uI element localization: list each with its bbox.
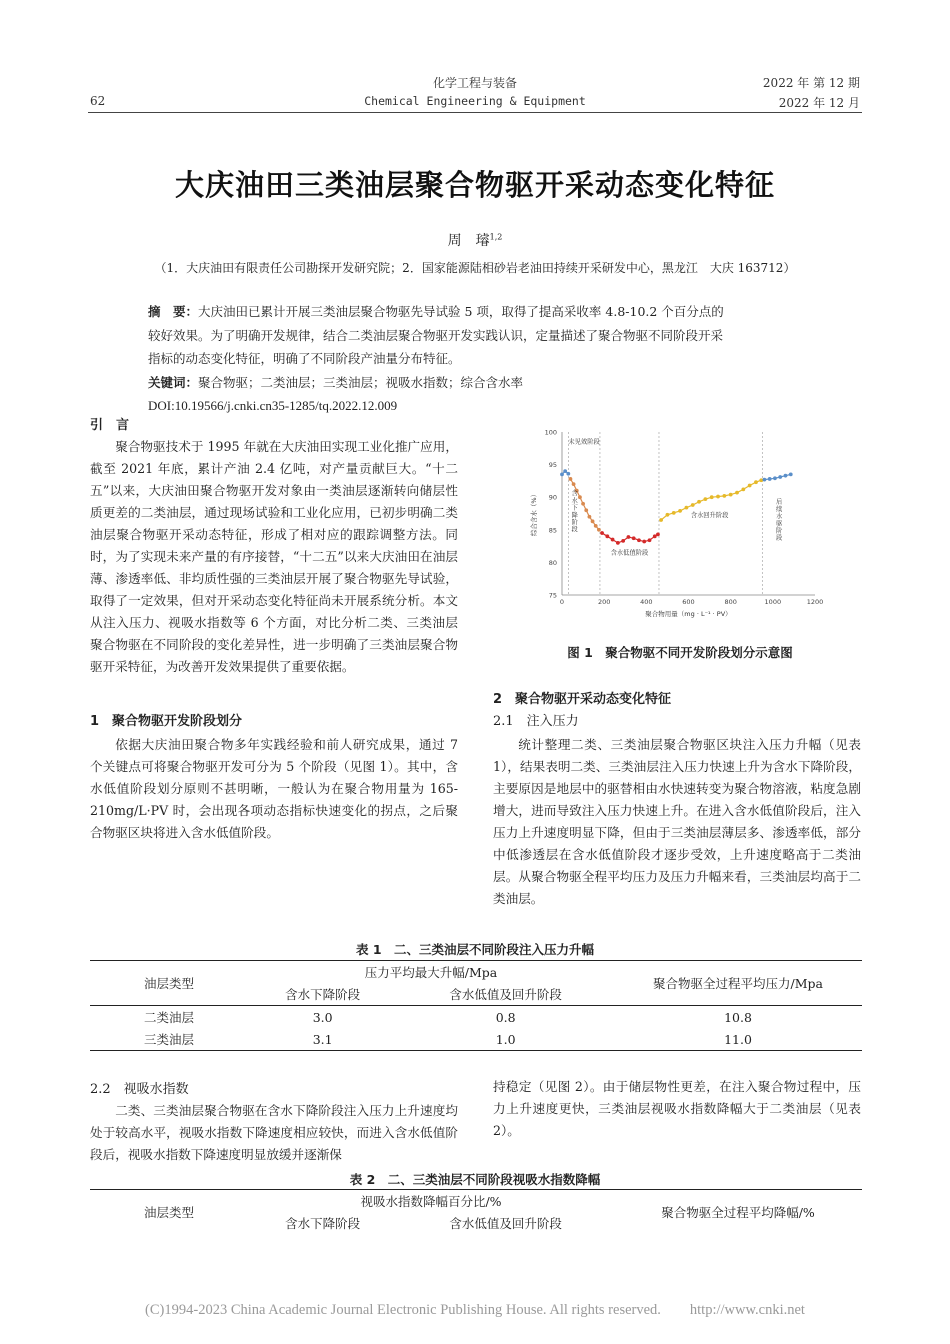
- data-point: [566, 472, 570, 476]
- data-point: [569, 477, 573, 481]
- table-row: [90, 1006, 862, 1029]
- data-point: [741, 487, 745, 491]
- data-point: [600, 531, 604, 535]
- x-tick-label: 0: [559, 598, 565, 606]
- data-point: [729, 493, 733, 497]
- abstract-block: [148, 300, 808, 418]
- intro-heading: 引 言: [90, 418, 130, 433]
- data-point: [748, 484, 752, 488]
- table-1-cell: 0.8: [495, 1009, 516, 1025]
- data-point: [597, 528, 601, 532]
- keywords: 聚合物驱；二类油层；三类油层；视吸水指数；综合含水率: [198, 374, 524, 390]
- table-1-cell: 11.0: [724, 1031, 752, 1047]
- stage-label-decline: 阶: [571, 519, 578, 527]
- data-point: [584, 508, 588, 512]
- author-name: 周 璿: [447, 233, 490, 249]
- data-point: [653, 534, 657, 538]
- abstract-line-3: 指标的动态变化特征，明确了不同阶段产油量分布特征。: [148, 351, 461, 366]
- header-rule: [88, 112, 862, 113]
- table-1-cell: 二类油层: [143, 1010, 194, 1025]
- issue-label: 2022 年 第 12 期: [762, 76, 860, 90]
- data-point: [572, 482, 576, 486]
- data-point: [588, 515, 592, 519]
- data-point: [648, 538, 652, 542]
- data-point: [616, 541, 620, 545]
- x-tick-label: 200: [597, 598, 611, 606]
- data-point: [710, 495, 714, 499]
- issue-date: 2022 年 12 月: [778, 96, 860, 110]
- data-point: [759, 478, 763, 482]
- x-tick-label: 1000: [764, 598, 782, 606]
- y-tick-label: 90: [548, 493, 557, 502]
- section-2-2-paragraph-left: 二类、三类油层聚合物驱在含水下降阶段注入压力上升速度均处于较高水平，视吸水指数下降速度相应较快，而进入含水低值阶段后，视吸水指数下降速度明显放缓并逐渐保: [90, 1103, 458, 1162]
- table-2-header-group: 视吸水指数降幅百分比/%: [360, 1194, 502, 1209]
- stage-label-low: 含水低值阶段: [610, 549, 649, 557]
- table-1-header-c1: 含水下降阶段: [248, 983, 397, 1006]
- x-tick-label: 600: [682, 598, 695, 606]
- data-point: [621, 539, 625, 543]
- table-2-header-type: 油层类型: [143, 1205, 194, 1220]
- stage-label-decline: 降: [571, 511, 578, 519]
- section-2-2-heading: 2.2 视吸水指数: [90, 1082, 189, 1097]
- stage-label-followup: 后: [776, 498, 783, 506]
- table-1-cell: 3.0: [312, 1009, 333, 1025]
- stage-label-followup: 续: [776, 505, 783, 513]
- data-point: [642, 540, 646, 544]
- data-point: [605, 534, 609, 538]
- stage-label-followup: 段: [776, 534, 783, 542]
- stage-label-rise: 含水回升阶段: [690, 511, 729, 519]
- paper-title: 大庆油田三类油层聚合物驱开采动态变化特征: [174, 168, 775, 202]
- page-number: 62: [90, 94, 106, 108]
- data-point: [560, 472, 564, 476]
- data-point: [581, 502, 585, 506]
- table-2: [90, 1189, 862, 1234]
- table-2-header-avg: 聚合物驱全过程平均降幅/%: [661, 1205, 815, 1220]
- stage-label-decline: 含: [571, 490, 578, 498]
- copyright-footer: (C)1994-2023 China Academic Journal Electronic Publishing House. All rights reserved. http://www.cnki.net: [145, 1302, 805, 1318]
- data-point: [594, 524, 598, 528]
- y-tick-label: 75: [548, 591, 557, 600]
- table-1-cell: 10.8: [724, 1009, 752, 1025]
- x-axis-label: 聚合物用量（mg · L⁻¹ · PV）: [645, 610, 732, 618]
- keywords-label: 关键词：: [148, 374, 199, 390]
- section-1-heading: 1 聚合物驱开发阶段划分: [90, 714, 243, 729]
- data-point: [591, 519, 595, 523]
- section-2-1-paragraph: 统计整理二类、三类油层聚合物驱区块注入压力升幅（见表 1），结果表明二类、三类油层注入压力快速上升为含水下降阶段，主要原因是地层中的驱替相由水快速转变为聚合物溶液，粘度急剧增大，进而导致注入压力快速上升。在进入含水低值阶段后，注入压力上升速度明显下降，但由于三类油层薄层多、渗透率低，部分中低渗透层在含水低值阶段才逐步受效，上升速度略高于二类油层。从聚合物驱全程平均压力及压力升幅来看，三类油层均高于二类油层。: [493, 737, 861, 906]
- figure-1-caption: 图 1 聚合物驱不同开发阶段划分示意图: [567, 645, 793, 660]
- table-1-cell: 3.1: [312, 1031, 333, 1047]
- y-tick-label: 85: [548, 526, 557, 535]
- data-point: [778, 475, 782, 479]
- intro-paragraph: 聚合物驱技术于 1995 年就在大庆油田实现工业化推广应用，截至 2021 年底，累计产油 2.4 亿吨，对产量贡献巨大。“十二五”以来，大庆油田聚合物驱开发对象由一类油层逐渐转向储层性质更差的二类油层，通过现场试验和工业化应用，已初步明确二类油层聚合物驱开采动态特征，形成了相对应的跟踪调整方法。同时，为了实现未来产量的有序接替，“十二五”以来大庆油田在油层薄、渗透率低、非均质性强的三类油层开展了聚合物驱先导试验，取得了一定效果，但对开采动态变化特征尚未开展系统分析。本文从注入压力、视吸水指数等 6 个方面，对比分析二类、三类油层聚合物驱在不同阶段的变化差异性，进一步明确了三类油层聚合物驱开采特征，为改善开发效果提供了重要依据。: [90, 439, 458, 674]
- data-point: [627, 535, 631, 539]
- data-point: [637, 538, 641, 542]
- stage-label-decline: 水: [571, 497, 578, 505]
- section-2-heading: 2 聚合物驱开采动态变化特征: [493, 692, 672, 707]
- section-2-2-paragraph-right: 持稳定（见图 2）。由于储层物性更差，在注入聚合物过程中，压力上升速度更快，三类油层视吸水指数降幅大于二类油层（见表 2）。: [493, 1079, 861, 1138]
- y-tick-label: 100: [544, 428, 557, 437]
- data-point: [716, 495, 720, 499]
- data-point: [697, 500, 701, 504]
- stage-label-followup: 水: [776, 513, 783, 521]
- journal-name-cn: 化学工程与装备: [432, 76, 517, 90]
- stage-label-followup: 阶: [776, 527, 783, 535]
- table-1-caption: 表 1 二、三类油层不同阶段注入压力升幅: [355, 942, 595, 957]
- section-2-1-heading: 2.1 注入压力: [493, 714, 579, 729]
- data-point: [684, 506, 688, 510]
- x-tick-label: 400: [640, 598, 653, 606]
- y-tick-label: 95: [548, 461, 557, 470]
- data-point: [773, 476, 777, 480]
- y-tick-label: 80: [548, 558, 557, 567]
- doi: DOI:10.19566/j.cnki.cn35-1285/tq.2022.12.009: [148, 398, 398, 413]
- table-2-caption: 表 2 二、三类油层不同阶段视吸水指数降幅: [349, 1172, 601, 1187]
- chart-plot-area: [529, 429, 823, 619]
- y-axis-label: 综合含水（%）: [530, 490, 538, 537]
- data-point: [659, 518, 663, 522]
- table-1-cell: 1.0: [495, 1031, 516, 1047]
- data-point: [722, 494, 726, 498]
- table-2-header-c2: 含水低值及回升阶段: [449, 1216, 562, 1231]
- section-1-paragraph: 依据大庆油田聚合物多年实践经验和前人研究成果，通过 7 个关键点可将聚合物驱开发可分为 5 个阶段（见图 1）。其中，含水低值阶段划分原则不甚明晰，一般认为在聚合物用量为 165-210mg/L·PV 时，会出现各项动态指标快速变化的拐点，之后聚合物驱区块将进入含水低值阶段。: [90, 737, 458, 840]
- abstract-label: 摘 要：: [148, 304, 199, 319]
- stage-label-decline: 段: [571, 526, 578, 534]
- table-1-header-type: 油层类型: [90, 961, 248, 1006]
- x-tick-label: 1200: [806, 598, 824, 606]
- stage-label-decline: 下: [571, 504, 578, 512]
- data-point: [763, 478, 767, 482]
- table-1: [90, 960, 862, 1051]
- abstract-line-2: 较好效果。为了明确开发规律，结合二类油层聚合物驱开发实践认识，定量描述了聚合物驱不同阶段开采: [148, 327, 724, 343]
- author-line: [0, 230, 950, 250]
- abstract-line-1: 摘 要：大庆油田已累计开展三类油层聚合物驱先导试验 5 项，取得了提高采收率 4.8-10.2 个百分点的: [148, 304, 724, 319]
- x-tick-label: 800: [724, 598, 737, 606]
- data-point: [768, 477, 772, 481]
- data-point: [784, 474, 788, 478]
- stage-label-unaffected: 未见效阶段: [568, 438, 600, 446]
- data-point: [735, 491, 739, 495]
- table-2-header-c1: 含水下降阶段: [285, 1216, 361, 1231]
- data-point: [611, 538, 615, 542]
- stage-label-followup: 驱: [776, 520, 783, 528]
- table-1-header-c2: 含水低值及回升阶段: [397, 983, 614, 1006]
- data-point: [563, 469, 567, 473]
- author-affil-sup: 1,2: [489, 232, 503, 242]
- table-1-header-group: 压力平均最大升幅/Mpa: [364, 965, 498, 980]
- data-point: [703, 497, 707, 501]
- data-point: [754, 480, 758, 484]
- data-point: [666, 513, 670, 517]
- data-point: [678, 509, 682, 513]
- data-point: [691, 503, 695, 507]
- data-point: [789, 472, 793, 476]
- data-point: [672, 511, 676, 515]
- table-row: [90, 1028, 862, 1051]
- table-1-cell: 三类油层: [143, 1032, 194, 1047]
- data-point: [578, 495, 582, 499]
- table-1-header-avg: 聚合物驱全过程平均压力/Mpa: [614, 961, 862, 1006]
- affiliation: （1．大庆油田有限责任公司勘探开发研究院；2．国家能源陆相砂岩老油田持续开采研发中心，黑龙江 大庆 163712）: [154, 261, 796, 275]
- keywords-line: [148, 371, 808, 395]
- data-point: [632, 536, 636, 540]
- data-point: [656, 532, 660, 536]
- figure-1-chart: [505, 420, 835, 620]
- journal-name-en: Chemical Engineering & Equipment: [364, 94, 586, 108]
